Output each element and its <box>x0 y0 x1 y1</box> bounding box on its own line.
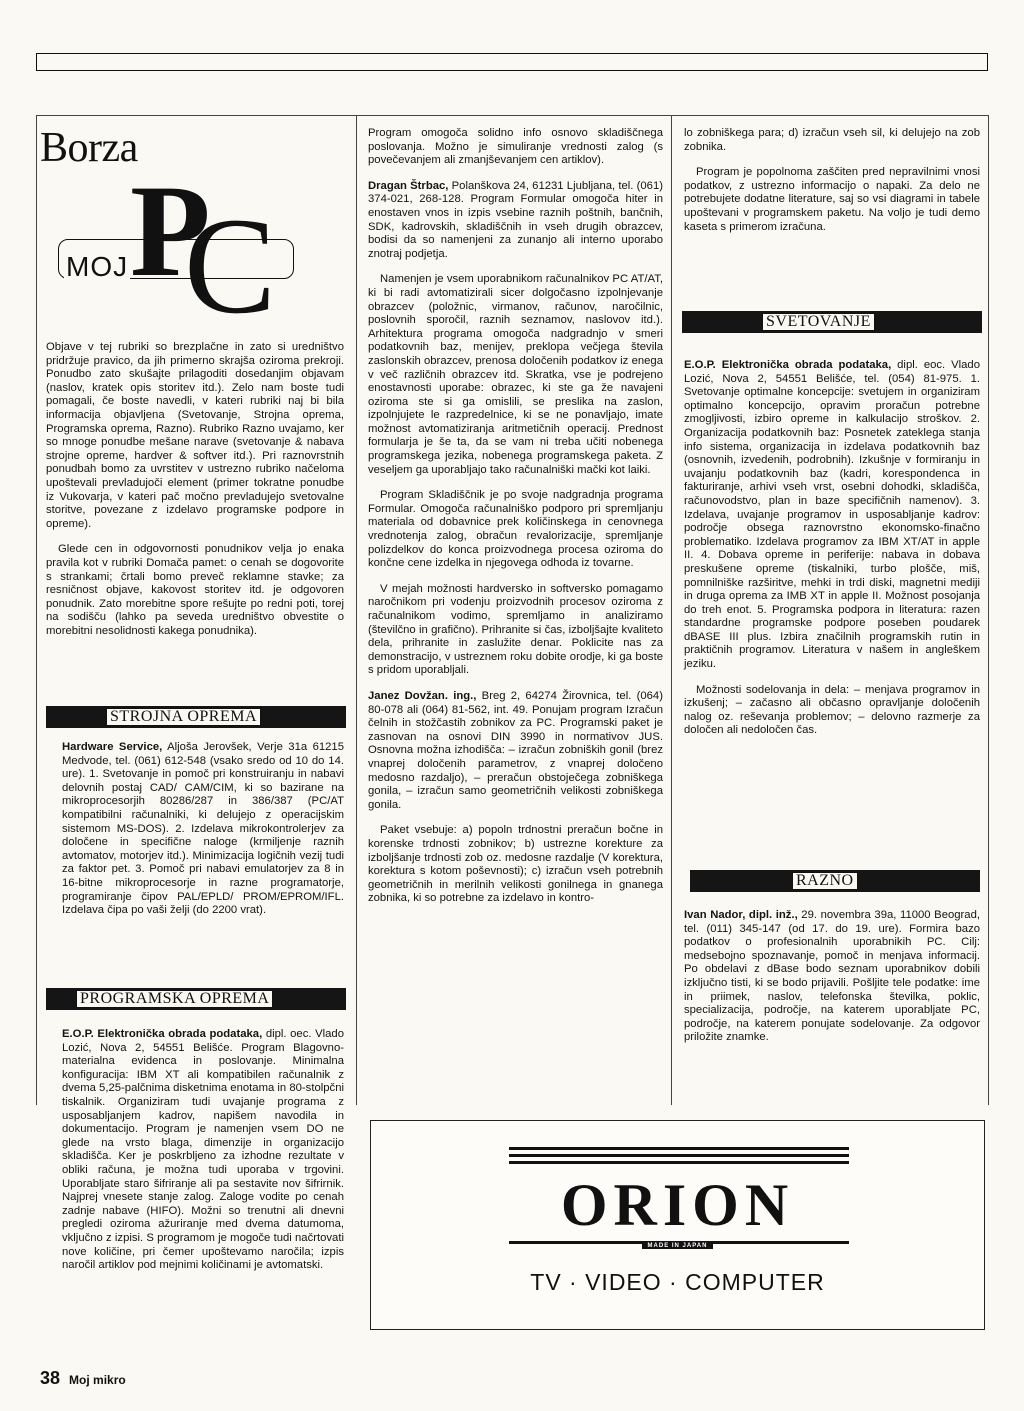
paragraph: V mejah možnosti hardversko in softversko pomagamo naročnikom pri vodenju proizvodnih procesov oziroma z računalnikom vodimo, spremljamo in analiziramo (številčno in grafično). Prihranite si čas, izboljšajte kvaliteto dela, prihranite in zaslužite denar. Poklicite nas za demonstracijo, v ustreznem roku dobite orodje, ki ga boste s pridom uporabljali. <box>368 582 663 677</box>
logo-c-letter: C <box>184 189 277 342</box>
section-header-strojna <box>46 706 346 728</box>
ad-made-in-japan: MADE IN JAPAN <box>371 1243 984 1249</box>
section-label-svetovanje: SVETOVANJE <box>762 313 875 331</box>
listing-text: dipl. oec. Vlado Lozić, Nova 2, 54551 Belišće. Program Blagovno-materialna evidenca in poslovanje. Minimalna konfiguracija: IBM XT ali kompatibilen računalnik z dvema 5,25-palčnima disketnima enotama in 80-stolpčni tiskalnik. Organiziram tudi uvajanje programa z usposabljanjem kadrov, napišem navodila in dokumentacijo. Program je namenjen vsem DO ne glede na vrsto blaga, dimenzije in organizacijo skladišča. Ker je poskrbljeno za izhodne rezultate v obliki računa, je možna tudi uporaba v trgovini. Uporabljate staro šifriranje ali pa sestavite nov šifrirnik. Najprej vnesete stanje zalog. Zaloge vodite po cenah zadnje nabave (HIFO). Možni so trenutni ali dnevni pregledi oziroma ažuriranje med dvema datumoma, vključno z izpisi. S programom je mogoče tudi načrtovati nove količine, pri čemer upoštevamo naročila; izpis naročil artiklov pod mejnimi količinami je avtomatski. <box>62 1028 344 1272</box>
listing-name: E.O.P. Elektronička obrada podataka, <box>684 359 892 371</box>
section-label-razno: RAZNO <box>792 872 858 890</box>
intro-paragraph: Objave v tej rubriki so brezplačne in zato si uredništvo pridržuje pravico, da jih primerno skrajša oziroma prekroji. Ponudbo zato skušajte prilagoditi dosedanjim objavam (naslov, kratek opis storitev itd.). Zelo nam boste tudi pomagali, če boste navedli, v kateri rubriki naj bi bila informacija objavljena (Svetovanje, Strojna oprema, Programska oprema, Razno). Rubriko Razno uvajamo, ker so mnoge ponudbe mešane narave (svetovanje & nabava strojne opreme, hardver & softver itd.). Pri raznovrstnih ponudbah bomo za uvrstitev v ustrezno rubriko načeloma upoštevali prevladujoči element (primer tokratne ponudbe iz Vukovarja, v kateri pač močno prevladujejo svetovalne storitve, povezane z izdelavo programske podpore in opreme). <box>46 341 344 530</box>
listing-eop-programska <box>62 1028 344 1273</box>
column-3-top <box>684 127 980 234</box>
listing-name: E.O.P. Elektronička obrada podataka, <box>62 1028 263 1040</box>
left-rule <box>36 115 37 1105</box>
page-number: 38 <box>40 1368 61 1388</box>
ad-stripes-top <box>509 1147 849 1168</box>
column-1-intro <box>46 341 344 638</box>
paragraph: Namenjen je vsem uporabnikom računalnikov PC AT/AT, ki bi radi avtomatizirali sicer dolgočasno izpolnjevanje obrazcev (položnic, virmanov, računov, naročilnic, poslovnih sporočil, raznih seznamov, naslovov itd.). Arhitektura programa omogoča nadgradnjo v smeri podatkovnih baz, menijev, preklopa večjega števila zaslonskih obrazcev, prenosa določenih podatkov iz enega v več različnih obrazcev itd. Skratka, vse je podrejeno enostavnosti uporabe: obrazec, ki ste ga že navajeni oziroma ste si ga omislili, se preslika na zaslon, izpolnjujete le razpredelnice, ki se ne ponavljajo, imate možnost avtomatiziranja aritmetičnih operacij. Prednost formularja je še ta, da se vam ni treba učiti nobenega programskega jezika, nobenega programskega paketa. Z veseljem ga uporabljajo tako računalniški mački kot laiki. <box>368 273 663 476</box>
intro-paragraph-2: Glede cen in odgovornosti ponudnikov velja jo enaka pravila kot v rubriki Domača pamet: o cenah se dogovorite s strankami; črtali bomo preveč reklamne stavke; za resničnost objave, kakovost storitev itd. je odgovoren ponudnik. Zato morebitne spore rešujte po redni poti, torej na sodišču (lahko pa seveda uredništvo obvestite o morebitni nesolidnosti kakega ponudnika). <box>46 543 344 637</box>
col-divider-2 <box>671 115 672 1105</box>
logo-moj-text: MOJ <box>66 251 129 282</box>
paragraph: Možnosti sodelovanja in dela: – menjava programov in izkušenj; – začasno ali občasno opravljanje določenih nalog oz. reševanja problemov; – delovno razmerje za določen ali nedoločen čas. <box>684 683 980 737</box>
section-title: Borza <box>40 125 138 171</box>
section-label-strojna: STROJNA OPREMA <box>106 708 261 726</box>
section-header-razno <box>690 870 980 892</box>
orion-advertisement <box>370 1120 985 1330</box>
paragraph: Paket vsebuje: a) popoln trdnostni preračun bočne in korenske trdnosti zobnikov; b) ustrezne korekture za izboljšanje trdnosti zob oz. medosne razdalje (V korektura, korektura s kotom poševnosti); c) izračun vseh potrebnih geometričnih in merilnih velikosti gonilnega in gnanega zobnika, ki so potrebne za izdelavo in kontro- <box>368 824 663 905</box>
moj-pc-logo <box>52 157 302 342</box>
logo-p-letter: P <box>130 157 211 304</box>
top-rule <box>36 115 988 116</box>
listing-name: Hardware Service, <box>62 741 163 753</box>
paragraph: Program omogoča solidno info osnovo skladiščnega poslovanja. Možno je simuliranje vrednosti zalog (s povečevanjem ali zmanjševanjem cen artiklov). <box>368 127 663 167</box>
paragraph: Program Skladiščnik je po svoje nadgradnja programa Formular. Omogoča računalniško podporo pri spremljanju materiala od dobavnice prek količinskega in cenovnega vrednotenja zalog, obračun revalorizacije, spremljanje polizdelkov do konca proizvodnega procesa oziroma do končne cene izdelka in njegovega odhoda iz tovarne. <box>368 489 663 570</box>
section-header-programska <box>46 988 346 1010</box>
listing-text: Aljoša Jerovšek, Verje 31a 61215 Medvode, tel. (061) 612-548 (vsako sredo od 10 do 14. ure). 1. Svetovanje in pomoč pri konstruiranju in nabavi delovnih postaj CAD/ CAM/CIM, ki so bazirane na mikroprocesorjih 80286/287 in 386/387 (PC/AT kompatibilni računalniki, ki delujejo z operacijskim sistemom MS-DOS). 2. Izdelava mikrokontrolerjev za določene in specifične naloge (krmiljenje raznih avtomatov, motorjev itd.). Minimizacija logičnih vezij tudi za faktor pet. 3. Pomoč pri nabavi emulatorjev za 8 in 16-bitne mikroprocesorje in razne programatorje, programiranje čipov PAL/EPLD/ PROM/EPROM/IFL. Izdelava čipa po vaši želji (do 2200 vrat). <box>62 741 344 917</box>
column-2 <box>368 127 663 906</box>
listing-name: Ivan Nador, dipl. inž., <box>684 909 798 921</box>
magazine-name: Moj mikro <box>69 1373 126 1387</box>
listing-text: Breg 2, 64274 Žirovnica, tel. (064) 80-078 ali (064) 81-562, int. 49. Ponujam program Izračun čelnih in stožčastih zobnikov za PC. Programski paket je zasnovan na osnovi DIN 3990 in normativov JUS. Osnovna možna izhodišča: – izračun zobniških gonil (brez vnaprej določenih parametrov, z vnaprej določeno medosno razdaljo), – preračun obstoječega zobniškega gonila, – izračun samo geometričnih velikosti zobniškega gonila. <box>368 689 663 811</box>
right-rule <box>988 115 989 1105</box>
top-frame-bar <box>36 53 988 71</box>
listing-hardware-service <box>62 741 344 918</box>
paragraph: Program je popolnoma zaščiten pred nepravilnimi vnosi podatkov, z ustrezno informacijo o napaki. Za delo ne potrebujete dodatne literature, saj so vsi diagrami in tabele upoštevani v programskem paketu. Na voljo je tudi demo kaseta s primerom izračuna. <box>684 166 980 233</box>
paragraph: lo zobniškega para; d) izračun vseh sil, ki delujejo na zob zobnika. <box>684 127 980 153</box>
listing-name: Dragan Štrbac, <box>368 179 449 192</box>
page-footer <box>40 1368 126 1389</box>
ad-tagline: TV · VIDEO · COMPUTER <box>530 1269 825 1295</box>
listing-text: dipl. eoc. Vlado Lozić, Nova 2, 54551 Belišće, tel. (054) 81-975. 1. Svetovanje optimalne koncepcije: svetujem in organiziram optimalno koncepcijo, opravim proračun potrebne zmogljivosti, izbiro opreme in kalkulacijo stroškov. 2. Organizacija podatkovnih baz: Posnetek zateklega stanja info sistema, organizacija in izdelava podatkovnih baz (osnovnih, izvedenih, podrobnih). Izkušnje v formiranju in uvajanju podatkovnih baz (kadri, korespondenca in fakturiranje, arhivi vseh vrst, osebni dohodki, skladišča, računovodstvo, plan in baze specifičnih namenov). 3. Izdelava, uvajanje programov in usposabljanje kadrov: področje obsega raznovrstno ekonomsko-finačno problematiko. Izdelava programov za IBM XT/AT in apple II. 4. Dobava opreme in periferije: nabava in dobava preskušene opreme (tiskalniki, turbo plošče, miš, pomnilniške razširitve, mehki in trdi diski, magnetni mediji in druga oprema za IMB XT in apple II. Možnost posojanja do treh enot. 5. Programska podpora in literatura: razen standardne programske podpore poseben poudarek dBASE III plus. Izbira značilnih programskih rutin in praktičnih programov. Literatura v našem in angleškem jeziku. <box>684 359 980 671</box>
listing-name: Janez Dovžan. ing., <box>368 689 477 702</box>
section-header-svetovanje <box>682 311 982 333</box>
column-3-main <box>684 359 980 738</box>
listing-ivan-nador <box>684 909 980 1045</box>
orion-logo: ORION <box>560 1172 795 1238</box>
col-divider-1 <box>356 115 357 1105</box>
listing-text: 29. novembra 39a, 11000 Beograd, tel. (011) 345-147 (od 17. do 19. ure). Formira bazo podatkov o profesionalnih uporabnikih PC. Cilj: medsebojno spoznavanje, pomoč in menjava informacij. Po obdelavi z dBase bodo seznam uporabnikov dobili izključno tisti, ki se bodo prijavili. Pošljite tele podatke: ime in priimek, naslov, telefonska številka, poklic, specializacija, področje, na katerem uporabljate PC, področje, na katerem ponujate sodelovanje. Za odgovor priložite znamke. <box>684 909 981 1044</box>
section-label-programska: PROGRAMSKA OPREMA <box>76 990 273 1008</box>
listing-text: Polanškova 24, 61231 Ljubljana, tel. (061) 374-021, 268-128. Program Formular omogoča hiter in enostaven vnos in izpis vsebine raznih poštnih, bančnih, SDK, kadrovskih, skladiščnih in vseh drugih obrazcev, bodisi da so namenjeni za zunanjo ali interno uporabo znotraj podjetja. <box>368 179 664 260</box>
